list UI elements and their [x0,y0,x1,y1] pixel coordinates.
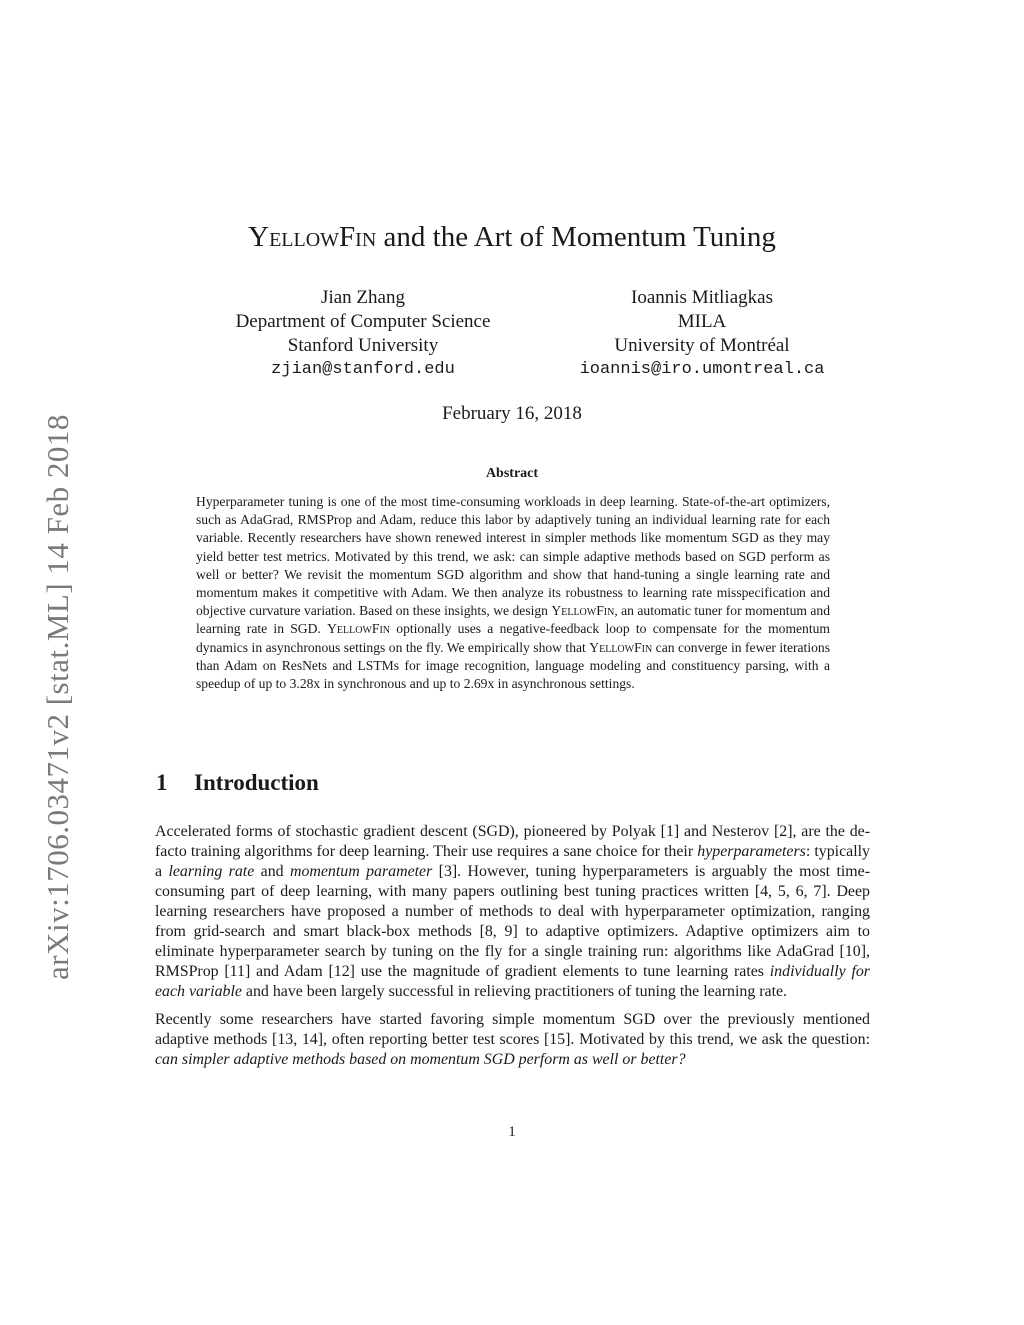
abstract-text: can converge in fewer iterations than Adam on ResNets and LSTMs for image recognition, language modeling and constituency parsing, with a speedup of up to 3.28x in synchronous and up to 2.69x in asynchronous settings. [196,639,830,692]
publication-date: February 16, 2018 [442,403,582,424]
paragraph-text: Accelerated forms of stochastic gradient descent (SGD), pioneered by Polyak [1] and Nesterov [2], are the de-facto training algorithms for deep learning. Their use requires a sane choice for their [155,823,870,860]
emphasis-text: can simpler adaptive methods based on momentum SGD perform as well or better? [155,1051,686,1068]
abstract-heading: Abstract [485,466,539,481]
abstract-body [196,493,830,693]
paragraph-text: [3]. However, tuning hyperparameters is arguably the most time-consuming part of deep learning, with many papers outlining best tuning practices written [4, 5, 6, 7]. Deep learning researchers have proposed a number of methods to deal with hyperparameter optimization, ranging from grid-search and smart black-box methods [8, 9] to adaptive optimizers. Adaptive optimizers aim to eliminate hyperparameter search by tuning on the fly for a single training run: algorithms like AdaGrad [10], RMSProp [11] and Adam [12] use the magnitude of gradient elements to tune learning rates [155,863,870,980]
section-number: 1 [156,770,168,795]
abstract-text: , an automatic tuner for momentum and learning rate in SGD. [196,603,830,637]
author-block-1 [200,286,526,382]
author-name: Jian Zhang [321,287,405,308]
paragraph-text: Recently some researchers have started favoring simple momentum SGD over the previously mentioned adaptive methods [13, 14], often reporting better test scores [15]. Motivated by this trend, we ask the question: [155,1011,870,1048]
method-name: YellowFin [589,639,653,655]
paper-title [0,218,1024,256]
paragraph [155,1010,870,1070]
title-method-name: YellowFin [248,221,377,253]
introduction-body [155,822,870,1078]
author-department: Department of Computer Science [235,311,491,332]
paragraph-text: : typically a [155,843,870,880]
method-name: YellowFin [327,621,391,637]
arxiv-identifier-stamp: arXiv:1706.03471v2 [stat.ML] 14 Feb 2018 [40,414,75,980]
section-heading-introduction [156,770,319,796]
page-number: 1 [508,1124,516,1140]
emphasis-text: learning rate [168,863,255,880]
paragraph [155,822,870,1002]
author-department: MILA [677,311,727,332]
author-institution: Stanford University [287,335,439,356]
author-block-2 [530,286,874,382]
emphasis-text: individually for each variable [155,963,870,1000]
paragraph-text: and [254,863,290,880]
author-email: ioannis@iro.umontreal.ca [579,360,825,379]
emphasis-text: momentum parameter [289,863,433,880]
author-email: zjian@stanford.edu [271,360,455,379]
author-name: Ioannis Mitliagkas [631,287,773,308]
paragraph-text: and have been largely successful in relieving practitioners of tuning the learning rate. [241,983,788,1000]
title-rest: and the Art of Momentum Tuning [376,221,776,253]
method-name: YellowFin [551,603,615,619]
abstract-text: Hyperparameter tuning is one of the most time-consuming workloads in deep learning. State-of-the-art optimizers, such as AdaGrad, RMSProp and Adam, reduce this labor by adaptively tuning an individual learning rate for each variable. Recently researchers have shown renewed interest in simpler methods like momentum SGD as they may yield better test metrics. Motivated by this trend, we ask: can simple adaptive methods based on SGD perform as well or better? We revisit the momentum SGD algorithm and show that hand-tuning a single learning rate and momentum makes it competitive with Adam. We then analyze its robustness to learning rate misspecification and objective curvature variation. Based on these insights, we design [196,494,830,619]
emphasis-text: hyperparameters [697,843,806,860]
abstract-text: optionally uses a negative-feedback loop to compensate for the momentum dynamics in asynchronous settings on the fly. We empirically show that [196,621,831,655]
author-institution: University of Montréal [614,335,790,356]
section-title: Introduction [194,770,319,795]
